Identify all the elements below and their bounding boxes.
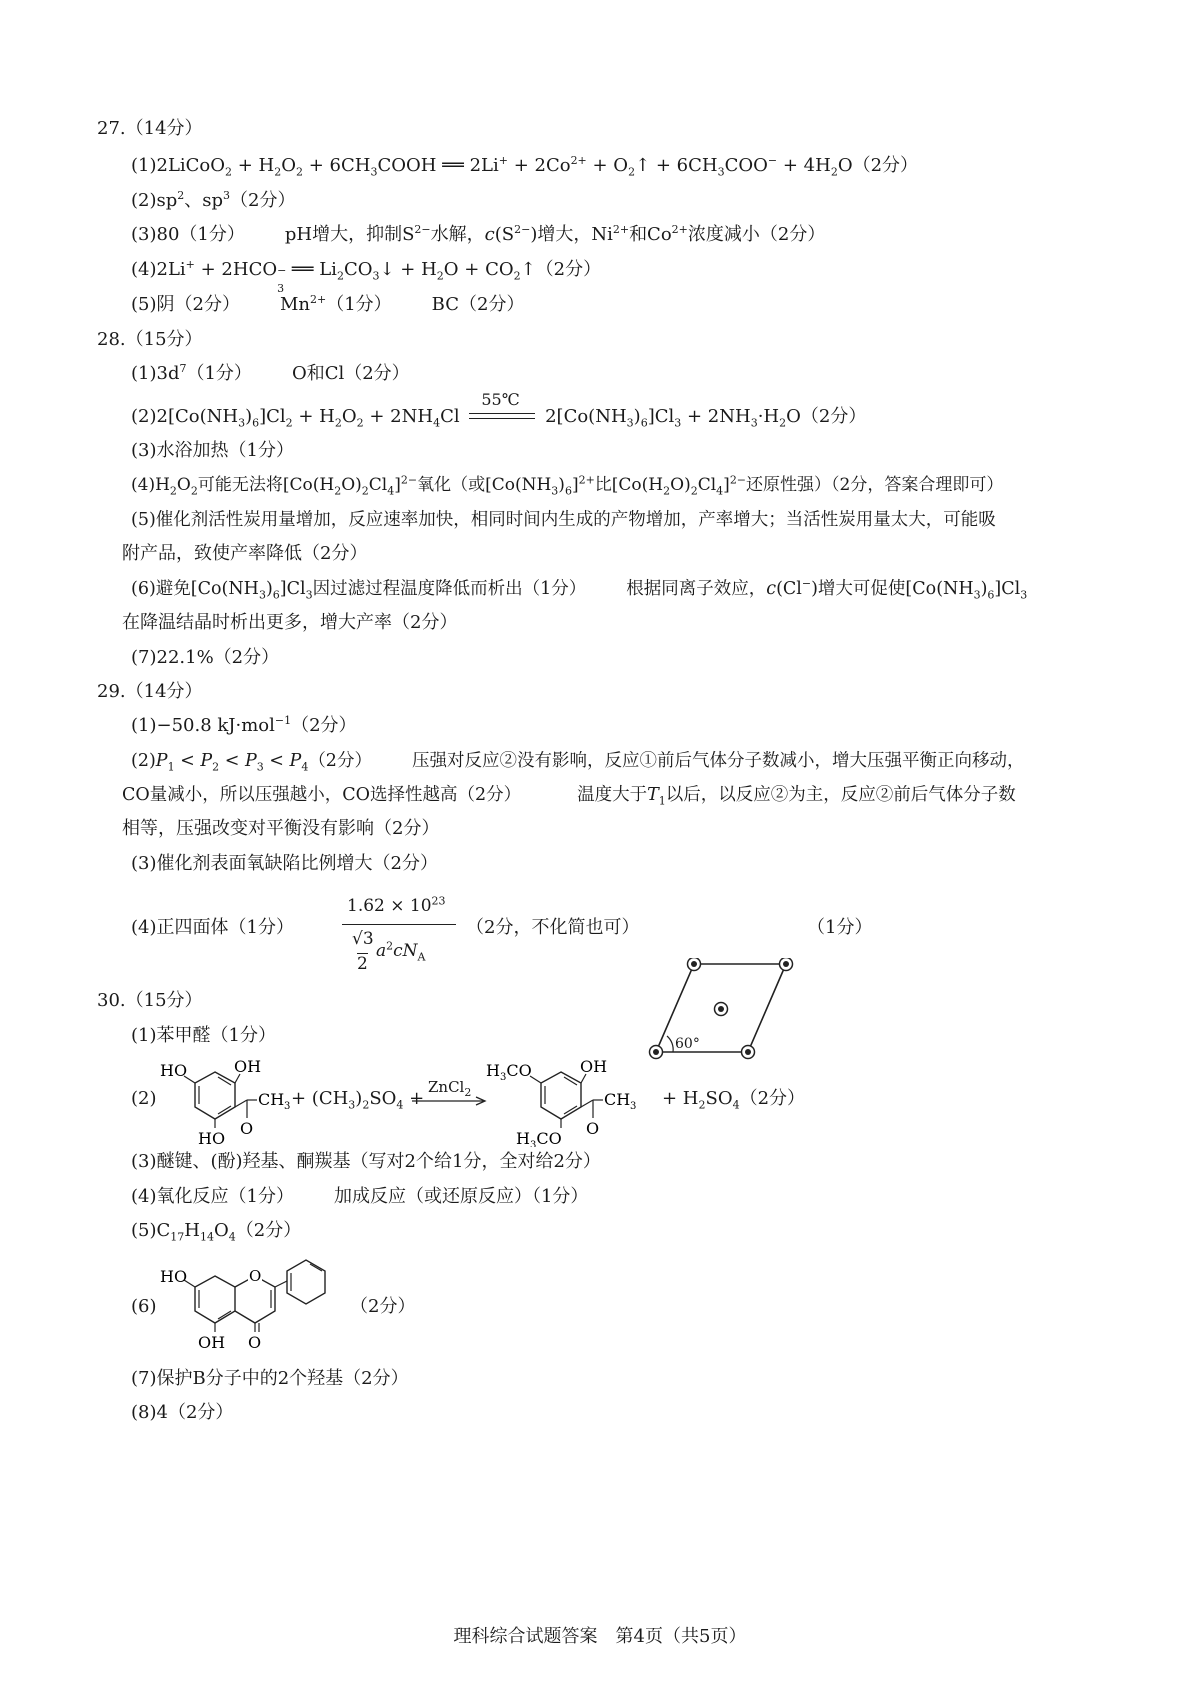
unit-cell-diagram <box>645 958 795 1060</box>
svg-text:OH: OH <box>580 1057 608 1076</box>
svg-text:CH: CH <box>258 1090 285 1109</box>
q27-answer-3: (3)80（1分） pH增大，抑制$S^{2-}$水解，$c(S^{2-})$增大，$Ni^{2+}$和$Co^{2+}$浓度减小（2分） <box>131 223 826 245</box>
q28-answer-4: $(4)H_2O_2$可能无法将$[Co(H_2O)_2Cl_4]^{2-}$氧化（或$[Co(NH_3)_6]^{2+}$比$[Co(H_2O)_2Cl_4]^{2-}$还原性强）（2分，答案合理即可） <box>131 473 1004 498</box>
page-footer: 理科综合试题答案 第4页（共5页） <box>453 1626 747 1647</box>
q28-answer-2: $(2)2[Co(NH_3)_6]Cl_2 + H_2O_2 + 2NH_4Cl$ 55℃ $2[Co(NH_3)_6]Cl_3 + 2NH_3\cdot H_2O(2$分） <box>131 390 867 430</box>
q27-header: 27.（14分） <box>97 118 203 139</box>
product-tail: + $H_2SO_4(2$分） <box>662 1088 806 1112</box>
q28-answer-7: (7)22.1%（2分） <box>131 647 280 668</box>
density-fraction-numerator: $1.62 \times 10^{23}$ <box>347 894 446 916</box>
q29-answer-2-line2: CO量减小，所以压强越小，CO选择性越高（2分） 温度大于$T_1$以后，以反应②为主，反应②前后气体分子数 <box>122 785 1016 808</box>
q30-answer-6-label: (6) <box>131 1296 157 1317</box>
q27-answer-5: (5)阴（2分） $Mn^{2+}(1$分） BC（2分） <box>131 293 525 315</box>
catalyst-label: ZnCl$_2$ <box>428 1078 472 1099</box>
q30-answer-7: (7)保护B分子中的2个羟基（2分） <box>131 1368 409 1389</box>
product-structure <box>486 1052 661 1147</box>
svg-text:3: 3 <box>284 1101 291 1112</box>
svg-text:O: O <box>248 1333 262 1352</box>
q30-answer-5: $(5)C_{17}H_{14}O_4(2$分） <box>131 1220 302 1244</box>
q29-answer-2-line1: $(2)P_1 < P_2 < P_3 < P_4(2$分） 压强对反应②没有影响，反应①前后气体分子数减小，增大压强平衡正向移动， <box>131 751 1025 774</box>
unit-cell-score: （1分） <box>807 917 873 938</box>
density-fraction-denominator: √3 2 $a^2cN_A$ <box>352 929 426 974</box>
q29-header: 29.（14分） <box>97 681 203 702</box>
q30-header: 30.（15分） <box>97 990 203 1011</box>
q29-answer-3: (3)催化剂表面氧缺陷比例增大（2分） <box>131 853 438 874</box>
q28-answer-5-line1: (5)催化剂活性炭用量增加，反应速率加快，相同时间内生成的产物增加，产率增大；当活性炭用量太大，可能吸 <box>131 510 996 530</box>
svg-text:3: 3 <box>630 1101 637 1112</box>
reactant-structure <box>160 1052 300 1147</box>
svg-text:OH: OH <box>198 1333 226 1352</box>
q29-answer-4-label: (4)正四面体（1分） <box>131 917 294 938</box>
reagent-text: + $(CH_3)_2SO_4$ + <box>291 1088 425 1112</box>
q30-answer-4: (4)氧化反应（1分） 加成反应（或还原反应）（1分） <box>131 1186 589 1207</box>
svg-text:CH: CH <box>604 1090 631 1109</box>
svg-text:H3CO: $H_3CO$ <box>516 1129 562 1147</box>
q28-answer-6-line1: (6)避免$[Co(NH_3)_6]Cl_3$因过滤过程温度降低而析出（1分） 根据同离子效应，c(Cl−)增大可促使$[Co(NH_3)_6]Cl_3$ <box>131 577 1028 602</box>
q30-answer-1: (1)苯甲醛（1分） <box>131 1025 276 1046</box>
svg-text:HO: HO <box>198 1129 226 1147</box>
density-note: （2分，不化简也可） <box>466 917 640 938</box>
svg-text:HO: HO <box>160 1061 188 1080</box>
svg-text:OH: OH <box>234 1057 262 1076</box>
svg-text:H3CO: $H_3CO$ <box>486 1061 532 1083</box>
unit-cell-atoms <box>650 958 793 1059</box>
svg-text:HO: HO <box>160 1267 188 1286</box>
q28-answer-1: $(1)3d^7(1$分） O和Cl（2分） <box>131 362 410 384</box>
svg-text:O: O <box>586 1119 600 1138</box>
q27-answer-1: (1)2LiCoO$_2$ + $H_2O_2$ + $6CH_3COOH$ ══ $2Li^+ + 2Co^{2+}$ + $O_2↑ + 6CH_3COO^- + 4H_2O(2$分） <box>131 154 919 179</box>
q29-answer-2-line3: 相等，压强改变对平衡没有影响（2分） <box>122 818 440 839</box>
q29-answer-1: (1)−50.8 kJ·mol$^{-1}$（2分） <box>131 714 357 736</box>
q30-answer-8: (8)4（2分） <box>131 1402 234 1423</box>
q28-answer-6-line2: 在降温结晶时析出更多，增大产率（2分） <box>122 612 458 633</box>
svg-text:O: O <box>240 1119 254 1138</box>
fraction-bar <box>342 924 456 925</box>
q28-answer-5-line2: 附产品，致使产率降低（2分） <box>122 543 368 564</box>
q27-answer-2: $(2)sp^2$、$sp^3(2$分） <box>131 189 296 211</box>
q30-answer-2-label: (2) <box>131 1088 157 1109</box>
svg-text:O: O <box>249 1267 262 1285</box>
q30-answer-6-score: （2分） <box>350 1296 416 1317</box>
q30-answer-3: (3)醚键、(酚)羟基、酮羰基（写对2个给1分，全对给2分） <box>131 1151 601 1172</box>
reaction-arrow <box>412 1095 488 1107</box>
q28-header: 28.（15分） <box>97 329 203 350</box>
angle-label: 60° <box>675 1036 700 1052</box>
reaction-condition-arrow: 55℃ <box>465 407 539 427</box>
q28-answer-3: (3)水浴加热（1分） <box>131 440 294 461</box>
q27-answer-4: (4)2Li+ + 2HCO − 3 ══ $Li_2CO_3↓ + H_2O$ + $CO_2↑(2$分） <box>131 258 602 295</box>
flavone-structure <box>160 1254 340 1354</box>
